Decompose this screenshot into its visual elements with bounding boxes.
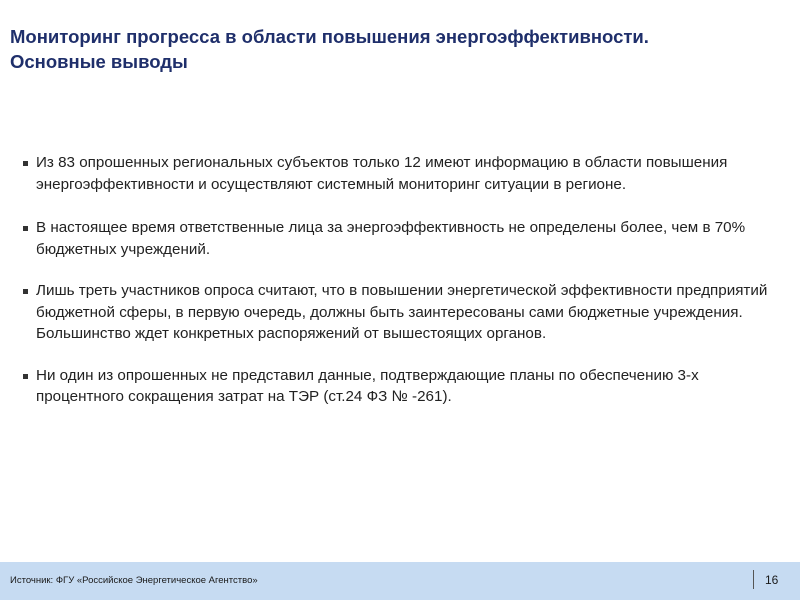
- square-bullet-icon: [23, 226, 28, 231]
- finding-item: [0, 365, 800, 408]
- square-bullet-icon: [23, 161, 28, 166]
- finding-text: Из 83 опрошенных региональных субъектов только 12 имеют информацию в области повышения энергоэффективности и осуществляют системный мониторинг ситуации в регионе.: [36, 154, 728, 193]
- finding-item: [0, 217, 800, 260]
- finding-item: [0, 280, 800, 345]
- slide-title-line-2: Основные выводы: [10, 51, 188, 72]
- finding-text: Лишь треть участников опроса считают, что в повышении энергетической эффективности предприятий бюджетной сферы, в первую очередь, должны быть заинтересованы сами бюджетные учреждения. Большинство ждет конкретных распоряжений от вышестоящих органов.: [36, 282, 768, 342]
- page-number: 16: [765, 573, 779, 587]
- square-bullet-icon: [23, 289, 28, 294]
- footer-bar: [0, 562, 800, 600]
- finding-text: В настоящее время ответственные лица за энергоэффективность не определены более, чем в 70% бюджетных учреждений.: [36, 219, 746, 258]
- finding-item: [0, 152, 800, 195]
- slide-title-line-1: Мониторинг прогресса в области повышения энергоэффективности.: [10, 26, 649, 47]
- footer-divider: [753, 570, 754, 589]
- square-bullet-icon: [23, 374, 28, 379]
- findings-list: [0, 152, 800, 430]
- slide-title: [10, 24, 790, 74]
- finding-text: Ни один из опрошенных не представил данные, подтверждающие планы по обеспечению 3-х процентного сокращения затрат на ТЭР (ст.24 ФЗ № -261).: [36, 366, 699, 405]
- source-note: Источник: ФГУ «Российское Энергетическое Агентство»: [10, 575, 258, 586]
